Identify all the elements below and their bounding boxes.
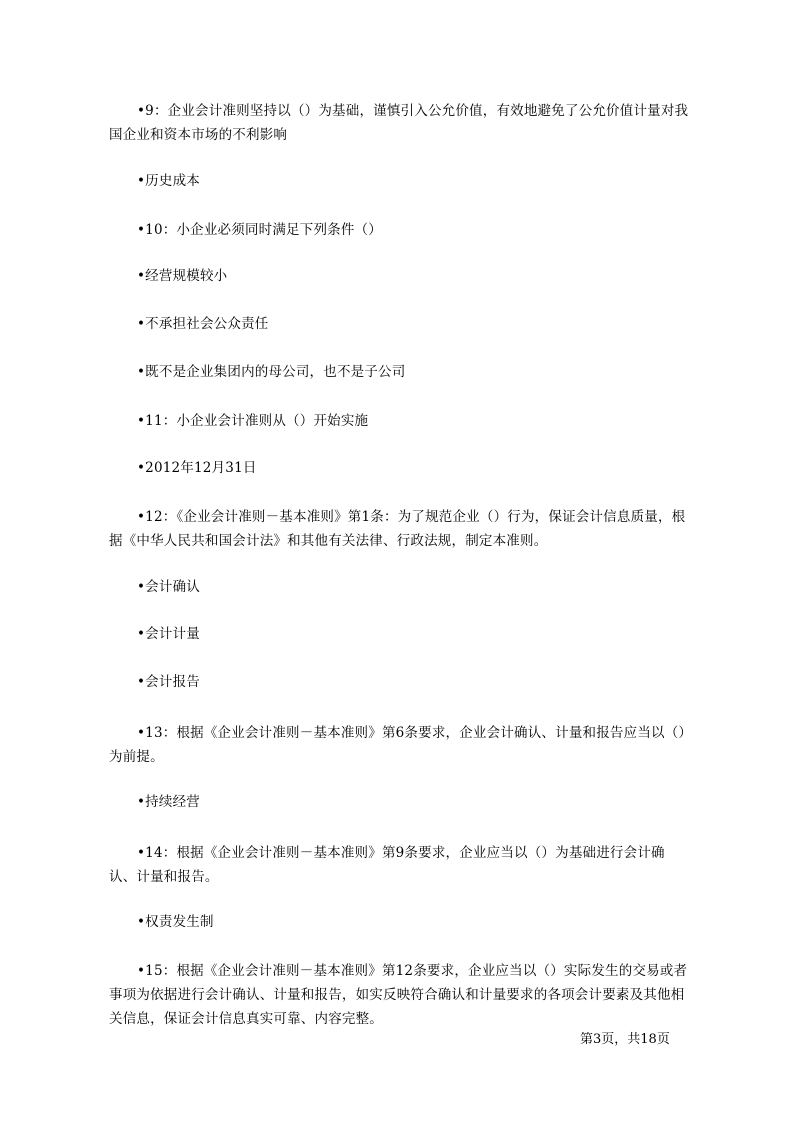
question-12: •12：《企业会计准则－基本准则》第1条：为了规范企业（）行为，保证会计信息质量，根据《中华人民共和国会计法》和其他有关法律、行政法规，制定本准则。 (109, 509, 686, 549)
answer-12-a: •会计确认 (137, 579, 200, 595)
answer-10-c: •既不是企业集团内的母公司，也不是子公司 (137, 364, 406, 380)
page-number: 第3页，共18页 (580, 1032, 670, 1047)
question-10: •10：小企业必须同时满足下列条件（） (137, 222, 382, 238)
answer-12-c: •会计报告 (137, 674, 200, 690)
question-11: •11：小企业会计准则从（）开始实施 (137, 413, 369, 429)
question-15: •15：根据《企业会计准则－基本准则》第12条要求，企业应当以（）实际发生的交易或者事项为依据进行会计确认、计量和报告，如实反映符合确认和计量要求的各项会计要素及其他相关信息，保证会计信息真实可靠、内容完整。 (109, 963, 688, 1027)
question-13: •13：根据《企业会计准则－基本准则》第6条要求，企业会计确认、计量和报告应当以（）为前提。 (109, 725, 686, 765)
question-9: •9：企业会计准则坚持以（）为基础，谨慎引入公允价值，有效地避免了公允价值计量对我国企业和资本市场的不利影响 (109, 103, 689, 143)
answer-11: •2012年12月31日 (137, 460, 257, 476)
answer-10-b: •不承担社会公众责任 (137, 316, 269, 332)
answer-13: •持续经营 (137, 794, 200, 810)
answer-9: •历史成本 (137, 173, 200, 189)
answer-12-b: •会计计量 (137, 626, 200, 642)
question-14: •14：根据《企业会计准则－基本准则》第9条要求，企业应当以（）为基础进行会计确认、计量和报告。 (109, 845, 665, 885)
answer-14: •权责发生制 (137, 914, 214, 930)
answer-10-a: •经营规模较小 (137, 268, 228, 284)
